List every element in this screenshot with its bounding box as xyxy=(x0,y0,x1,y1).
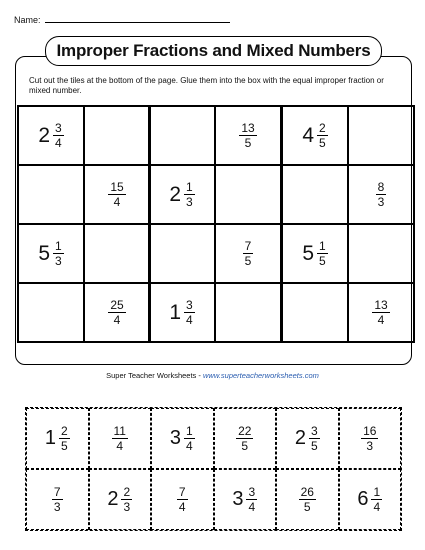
fraction xyxy=(372,299,389,326)
grid-cell[interactable] xyxy=(84,106,150,165)
grid-cell[interactable] xyxy=(84,224,150,283)
grid-cell[interactable] xyxy=(149,106,215,165)
cutout-tile[interactable] xyxy=(26,469,89,530)
improper-fraction xyxy=(239,122,256,149)
grid-cell[interactable] xyxy=(18,283,84,342)
numerator: 3 xyxy=(310,424,318,438)
denominator: 4 xyxy=(373,500,381,514)
grid-cell[interactable] xyxy=(149,224,215,283)
numerator: 7 xyxy=(244,239,252,253)
denominator: 4 xyxy=(248,500,256,514)
mixed-number xyxy=(295,425,320,452)
denominator: 4 xyxy=(113,313,121,327)
cutout-tile[interactable] xyxy=(276,469,339,530)
whole-number: 2 xyxy=(294,427,306,449)
whole-number: 3 xyxy=(232,488,244,510)
cutout-tile[interactable] xyxy=(151,469,214,530)
denominator: 4 xyxy=(178,500,186,514)
mixed-number xyxy=(302,240,327,267)
answer-grid-3 xyxy=(281,105,415,343)
denominator: 4 xyxy=(113,195,121,209)
grid-cell[interactable] xyxy=(215,106,281,165)
numerator: 16 xyxy=(363,424,377,438)
fraction xyxy=(299,486,316,513)
numerator: 1 xyxy=(186,180,193,194)
fraction xyxy=(53,122,64,149)
improper-fraction xyxy=(108,299,125,326)
mixed-number xyxy=(357,486,382,513)
numerator: 1 xyxy=(319,239,326,253)
denominator: 4 xyxy=(116,439,124,453)
improper-fraction xyxy=(108,181,125,208)
denominator: 5 xyxy=(310,439,318,453)
footer-text: Super Teacher Worksheets - xyxy=(106,371,203,380)
fraction xyxy=(108,181,125,208)
denominator: 4 xyxy=(186,313,193,327)
fraction xyxy=(239,122,256,149)
numerator: 2 xyxy=(60,424,68,438)
numerator: 26 xyxy=(300,485,314,499)
denominator: 5 xyxy=(244,136,252,150)
cutout-tile[interactable] xyxy=(339,469,402,530)
improper-fraction xyxy=(236,425,253,452)
denominator: 4 xyxy=(55,136,62,150)
fraction xyxy=(236,425,253,452)
name-field[interactable] xyxy=(14,14,230,25)
name-line[interactable] xyxy=(45,14,230,23)
numerator: 3 xyxy=(55,121,62,135)
fraction xyxy=(53,240,64,267)
cutout-tile[interactable] xyxy=(339,408,402,469)
fraction xyxy=(184,299,195,326)
cutout-tile[interactable] xyxy=(276,408,339,469)
mixed-number xyxy=(302,122,327,149)
cutout-tile[interactable] xyxy=(214,408,277,469)
denominator: 5 xyxy=(319,254,326,268)
mixed-number xyxy=(169,299,194,326)
denominator: 3 xyxy=(377,195,385,209)
fraction xyxy=(108,299,125,326)
cutout-tile[interactable] xyxy=(26,408,89,469)
mixed-number xyxy=(170,425,195,452)
grid-cell[interactable] xyxy=(215,224,281,283)
denominator: 5 xyxy=(241,439,249,453)
numerator: 25 xyxy=(110,298,124,312)
denominator: 4 xyxy=(185,439,193,453)
cutout-tiles xyxy=(25,407,402,531)
fraction xyxy=(121,486,132,513)
fraction xyxy=(184,181,195,208)
numerator: 1 xyxy=(373,485,381,499)
improper-fraction xyxy=(299,486,316,513)
cutout-tile[interactable] xyxy=(214,469,277,530)
numerator: 11 xyxy=(113,424,126,438)
denominator: 3 xyxy=(366,439,374,453)
denominator: 5 xyxy=(60,439,68,453)
mixed-number xyxy=(45,425,70,452)
denominator: 3 xyxy=(123,500,131,514)
fraction xyxy=(371,486,382,513)
mixed-number xyxy=(232,486,257,513)
page-title: Improper Fractions and Mixed Numbers xyxy=(45,36,382,66)
grid-cell[interactable] xyxy=(149,283,215,342)
grid-cell[interactable] xyxy=(84,283,150,342)
fraction xyxy=(52,486,63,513)
grid-cell[interactable] xyxy=(282,283,348,342)
whole-number: 2 xyxy=(38,123,50,147)
cutout-tile[interactable] xyxy=(89,408,152,469)
grid-cell[interactable] xyxy=(282,106,348,165)
grid-cell[interactable] xyxy=(282,224,348,283)
numerator: 15 xyxy=(110,180,124,194)
mixed-number xyxy=(38,122,63,149)
numerator: 2 xyxy=(123,485,131,499)
cutout-tile[interactable] xyxy=(151,408,214,469)
numerator: 1 xyxy=(55,239,62,253)
fraction xyxy=(376,181,387,208)
numerator: 3 xyxy=(248,485,256,499)
whole-number: 6 xyxy=(357,488,369,510)
mixed-number xyxy=(38,240,63,267)
numerator: 13 xyxy=(374,298,388,312)
numerator: 7 xyxy=(178,485,186,499)
grid-cell[interactable] xyxy=(282,165,348,224)
answer-grid-1 xyxy=(17,105,151,343)
whole-number: 1 xyxy=(44,427,56,449)
grid-cell[interactable] xyxy=(149,165,215,224)
fraction xyxy=(184,425,195,452)
grid-cell[interactable] xyxy=(18,165,84,224)
numerator: 7 xyxy=(53,485,61,499)
footer xyxy=(0,371,425,380)
grid-cell[interactable] xyxy=(348,224,414,283)
numerator: 2 xyxy=(319,121,326,135)
answer-grid-2 xyxy=(148,105,282,343)
numerator: 8 xyxy=(377,180,385,194)
denominator: 4 xyxy=(377,313,385,327)
fraction xyxy=(246,486,257,513)
footer-url[interactable]: www.superteacherworksheets.com xyxy=(202,371,319,380)
whole-number: 5 xyxy=(38,241,50,265)
fraction xyxy=(112,425,128,452)
whole-number: 1 xyxy=(169,300,181,324)
denominator: 5 xyxy=(303,500,311,514)
grid-cell[interactable] xyxy=(215,283,281,342)
improper-fraction xyxy=(243,240,254,267)
improper-fraction xyxy=(361,425,378,452)
denominator: 5 xyxy=(244,254,252,268)
whole-number: 3 xyxy=(169,427,181,449)
numerator: 22 xyxy=(238,424,252,438)
whole-number: 2 xyxy=(169,182,181,206)
improper-fraction xyxy=(52,486,63,513)
mixed-number xyxy=(107,486,132,513)
grid-cell[interactable] xyxy=(18,224,84,283)
improper-fraction xyxy=(112,425,128,452)
grid-cell[interactable] xyxy=(84,165,150,224)
fraction xyxy=(317,240,328,267)
denominator: 3 xyxy=(186,195,193,209)
cutout-tile[interactable] xyxy=(89,469,152,530)
denominator: 5 xyxy=(319,136,326,150)
improper-fraction xyxy=(372,299,389,326)
numerator: 1 xyxy=(185,424,193,438)
mixed-number xyxy=(169,181,194,208)
grid-cell[interactable] xyxy=(348,106,414,165)
improper-fraction xyxy=(177,486,188,513)
fraction xyxy=(177,486,188,513)
fraction xyxy=(317,122,328,149)
grid-cell[interactable] xyxy=(348,165,414,224)
fraction xyxy=(243,240,254,267)
whole-number: 5 xyxy=(302,241,314,265)
whole-number: 2 xyxy=(107,488,119,510)
grid-cell[interactable] xyxy=(18,106,84,165)
name-label: Name: xyxy=(14,15,41,25)
whole-number: 4 xyxy=(302,123,314,147)
denominator: 3 xyxy=(55,254,62,268)
fraction xyxy=(309,425,320,452)
fraction xyxy=(361,425,378,452)
denominator: 3 xyxy=(53,500,61,514)
grid-cell[interactable] xyxy=(215,165,281,224)
improper-fraction xyxy=(376,181,387,208)
grid-cell[interactable] xyxy=(348,283,414,342)
numerator: 13 xyxy=(241,121,255,135)
numerator: 3 xyxy=(186,298,193,312)
instructions: Cut out the tiles at the bottom of the page. Glue them into the box with the equal improper fraction or mixed number. xyxy=(29,76,384,95)
fraction xyxy=(59,425,70,452)
